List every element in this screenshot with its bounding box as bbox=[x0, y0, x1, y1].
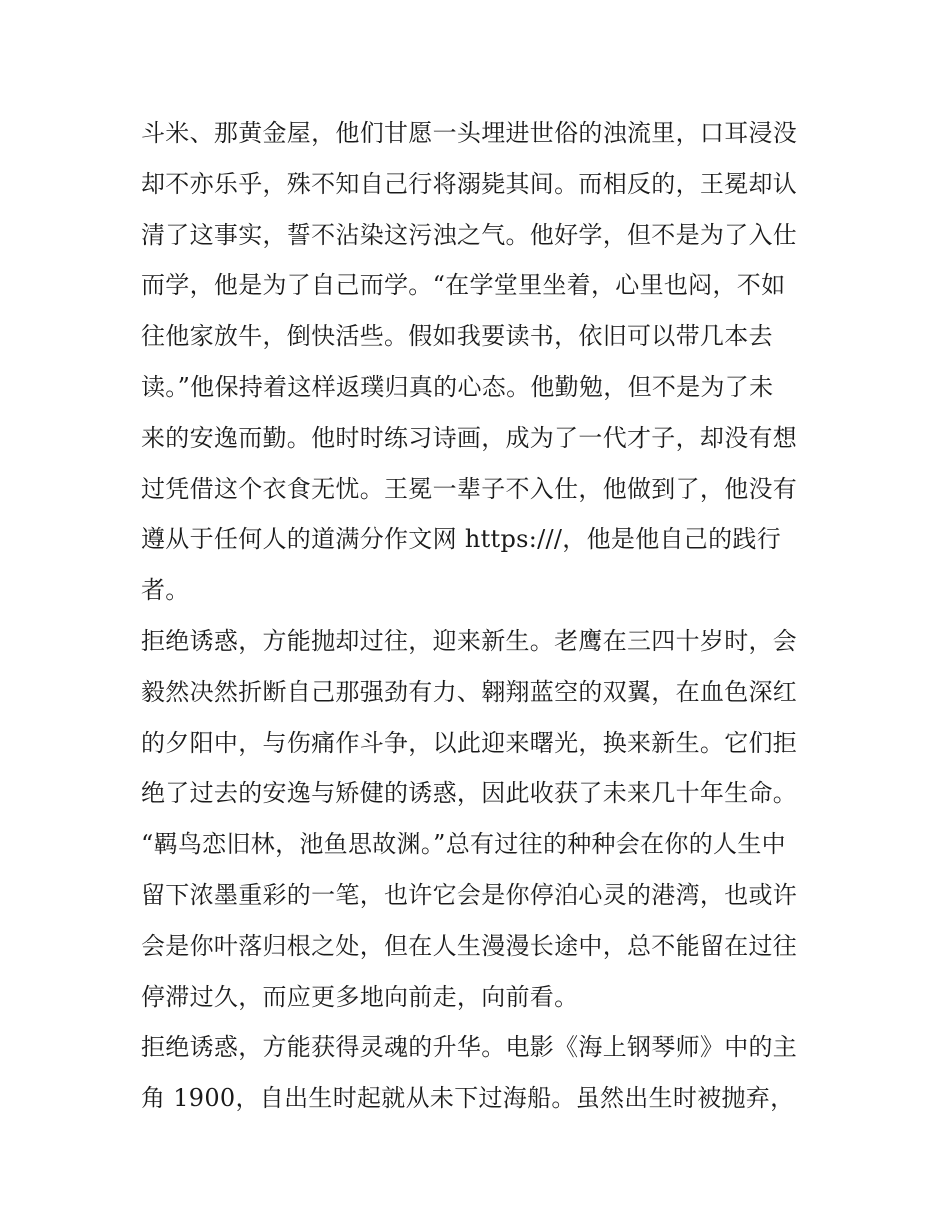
text-line: 留下浓墨重彩的一笔，也许它会是你停泊心灵的港湾，也或许 bbox=[141, 880, 798, 909]
text-line: 过凭借这个衣食无忧。王冕一辈子不入仕，他做到了，他没有 bbox=[141, 474, 798, 503]
text-line: 者。 bbox=[141, 576, 190, 605]
text-line: 拒绝诱惑，方能获得灵魂的升华。电影《海上钢琴师》中的主 bbox=[141, 1033, 798, 1062]
text-line: 往他家放牛，倒快活些。假如我要读书，依旧可以带几本去 bbox=[141, 322, 773, 351]
text-line: “羁鸟恋旧林，池鱼思故渊。”总有过往的种种会在你的人生中 bbox=[141, 830, 786, 859]
text-line: 却不亦乐乎，殊不知自己行将溺毙其间。而相反的，王冕却认 bbox=[141, 169, 798, 198]
text-line: 的夕阳中，与伤痛作斗争，以此迎来曙光，换来新生。它们拒 bbox=[141, 728, 798, 757]
text-line: 角 1900，自出生时起就从未下过海船。虽然出生时被抛弃， bbox=[141, 1084, 795, 1113]
text-line: 会是你叶落归根之处，但在人生漫漫长途中，总不能留在过往 bbox=[141, 931, 798, 960]
text-line: 清了这事实，誓不沾染这污浊之气。他好学，但不是为了入仕 bbox=[141, 220, 798, 249]
text-line: 斗米、那黄金屋，他们甘愿一头埋进世俗的浊流里，口耳浸没 bbox=[141, 119, 798, 147]
text-line: 而学，他是为了自己而学。“在学堂里坐着，心里也闷，不如 bbox=[141, 271, 786, 300]
text-line: 停滞过久，而应更多地向前走，向前看。 bbox=[141, 982, 579, 1011]
text-line: 绝了过去的安逸与矫健的诱惑，因此收获了未来几十年生命。 bbox=[141, 779, 798, 808]
text-line: 来的安逸而勤。他时时练习诗画，成为了一代才子，却没有想 bbox=[141, 423, 798, 452]
text-line: 遵从于任何人的道满分作文网 https:///，他是他自己的践行 bbox=[141, 525, 781, 554]
text-line: 读。”他保持着这样返璞归真的心态。他勤勉，但不是为了未 bbox=[141, 372, 774, 401]
text-line: 拒绝诱惑，方能抛却过往，迎来新生。老鹰在三四十岁时，会 bbox=[141, 626, 798, 655]
text-line: 毅然决然折断自己那强劲有力、翱翔蓝空的双翼，在血色深红 bbox=[141, 677, 798, 706]
essay-body bbox=[141, 108, 821, 1124]
